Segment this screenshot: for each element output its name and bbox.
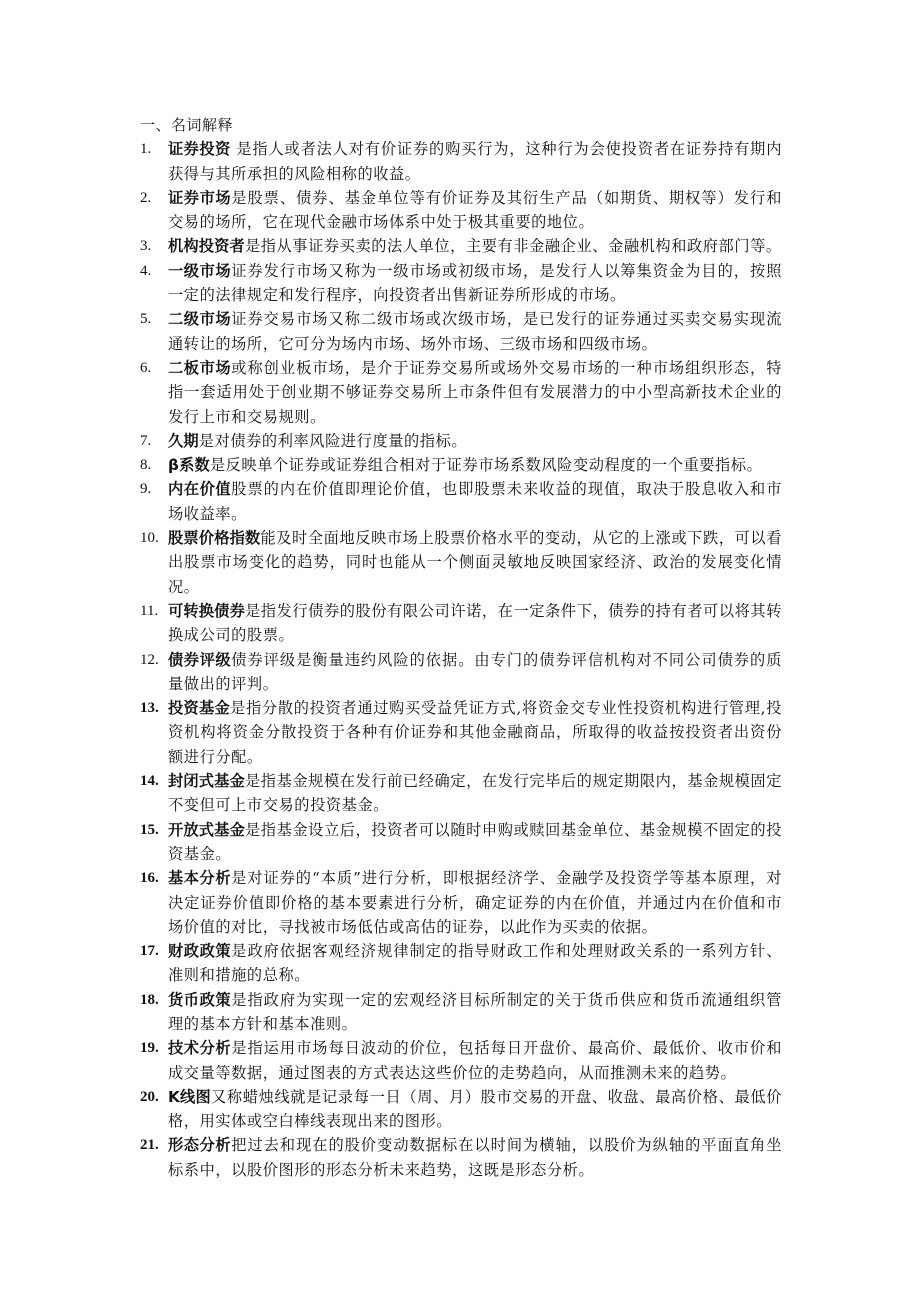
item-term: 债券评级 xyxy=(168,650,232,669)
item-text: 是对债券的利率风险进行度量的指标。 xyxy=(198,431,468,450)
list-item xyxy=(140,648,782,697)
list-item xyxy=(140,259,782,308)
item-number: 8. xyxy=(140,457,152,474)
item-number: 7. xyxy=(140,432,152,449)
item-term: 基本分析 xyxy=(168,869,232,888)
list-item xyxy=(140,696,782,769)
list-item xyxy=(140,429,782,453)
item-number: 4. xyxy=(140,262,152,279)
item-term: 久期 xyxy=(168,431,199,450)
item-text: 是指运用市场每日波动的价位，包括每日开盘价、最高价、最低价、收市价和成交量等数据，通过图表的方式表达这些价位的走势趋向，从而推测未来的趋势。 xyxy=(168,1039,782,1082)
list-item xyxy=(140,137,782,186)
item-number: 10. xyxy=(140,530,159,547)
list-item xyxy=(140,453,782,477)
item-text: 证券交易市场又称二级市场或次级市场，是已发行的证券通过买卖交易实现流通转让的场所，它可分为场内市场、场外市场、三级市场和四级市场。 xyxy=(168,310,782,353)
item-text: 能及时全面地反映市场上股票价格水平的变动，从它的上涨或下跌，可以看出股票市场变化的趋势，同时也能从一个侧面灵敏地反映国家经济、政治的发展变化情况。 xyxy=(168,529,782,596)
item-number: 19. xyxy=(140,1040,159,1057)
item-term: β系数 xyxy=(168,456,210,475)
item-number: 14. xyxy=(140,773,159,790)
item-number: 2. xyxy=(140,189,152,206)
list-item xyxy=(140,866,782,939)
item-number: 11. xyxy=(140,602,159,619)
list-item xyxy=(140,988,782,1037)
item-term: 机构投资者 xyxy=(168,237,245,256)
list-item xyxy=(140,1036,782,1085)
item-term: 股票价格指数 xyxy=(168,529,261,548)
list-item xyxy=(140,1133,782,1182)
item-text: 是指基金规模在发行前已经确定，在发行完毕后的规定期限内，基金规模固定不变但可上市交易的投资基金。 xyxy=(168,772,783,815)
item-term: 可转换债券 xyxy=(168,601,245,620)
item-text: 是指人或者法人对有价证券的购买行为，这种行为会使投资者在证券持有期内获得与其所承担的风险相称的收益。 xyxy=(168,140,783,183)
item-text: 把过去和现在的股价变动数据标在以时间为横轴，以股价为纵轴的平面直角坐标系中，以股价图形的形态分析未来趋势，这既是形态分析。 xyxy=(168,1136,782,1179)
list-item xyxy=(140,769,782,818)
list-item xyxy=(140,818,782,867)
item-term: K线图 xyxy=(168,1087,211,1106)
item-text: 股票的内在价值即理论价值，也即股票未来收益的现值，取决于股息收入和市场收益率。 xyxy=(168,480,782,523)
item-number: 6. xyxy=(140,359,152,376)
item-text: 是指基金设立后，投资者可以随时申购或赎回基金单位、基金规模不固定的投资基金。 xyxy=(168,820,783,863)
item-text: 是股票、债券、基金单位等有价证券及其衍生产品（如期货、期权等）发行和交易的场所，它在现代金融市场体系中处于极其重要的地位。 xyxy=(168,188,782,232)
item-text: 是反映单个证券或证券组合相对于证券市场系数风险变动程度的一个重要指标。 xyxy=(209,456,763,475)
item-term: 二级市场 xyxy=(168,310,232,329)
item-text: 是指从事证券买卖的法人单位，主要有非金融企业、金融机构和政府部门等。 xyxy=(244,237,782,256)
list-item xyxy=(140,1085,782,1134)
item-number: 5. xyxy=(140,311,152,328)
item-number: 1. xyxy=(140,141,152,158)
item-number: 18. xyxy=(140,991,159,1008)
item-term: 财政政策 xyxy=(168,942,232,961)
item-number: 21. xyxy=(140,1137,159,1154)
list-item xyxy=(140,599,782,648)
item-term: 形态分析 xyxy=(168,1136,232,1155)
item-text: 是指分散的投资者通过购买受益凭证方式,将资金交专业性投资机构进行管理,投资机构将资金分散投资于各种有价证券和其他金融商品，所取得的收益按投资者出资份额进行分配。 xyxy=(168,699,782,766)
item-term: 货币政策 xyxy=(168,990,232,1009)
section-heading: 一、名词解释 xyxy=(140,116,234,134)
item-number: 12. xyxy=(140,651,159,668)
item-text: 债券评级是衡量违约风险的依据。由专门的债券评信机构对不同公司债券的质量做出的评判。 xyxy=(168,650,782,693)
item-number: 15. xyxy=(140,821,159,838)
document-page xyxy=(140,113,782,1182)
list-item xyxy=(140,939,782,988)
item-text: 是指政府为实现一定的宏观经济目标所制定的关于货币供应和货币流通组织管理的基本方针和基本准则。 xyxy=(168,990,782,1033)
item-term: 二板市场 xyxy=(168,358,232,377)
item-term: 开放式基金 xyxy=(168,820,245,839)
item-number: 9. xyxy=(140,481,152,498)
definition-list xyxy=(140,137,782,1182)
item-number: 20. xyxy=(140,1088,159,1105)
item-term: 内在价值 xyxy=(168,480,232,499)
item-term: 一级市场 xyxy=(168,261,232,280)
item-number: 17. xyxy=(140,943,159,960)
item-number: 3. xyxy=(140,238,152,255)
item-text: 证券发行市场又称为一级市场或初级市场，是发行人以筹集资金为目的，按照一定的法律规定和发行程序，向投资者出售新证券所形成的市场。 xyxy=(168,261,782,305)
item-number: 16. xyxy=(140,870,159,887)
list-item xyxy=(140,526,782,599)
item-term: 技术分析 xyxy=(168,1039,232,1058)
item-text: 或称创业板市场，是介于证券交易所或场外交易市场的一种市场组织形态，特指一套适用处于创业期不够证券交易所上市条件但有发展潜力的中小型高新技术企业的发行上市和交易规则。 xyxy=(168,358,782,426)
list-item xyxy=(140,477,782,526)
item-number: 13. xyxy=(140,700,159,717)
item-term: 封闭式基金 xyxy=(168,772,245,791)
list-item xyxy=(140,234,782,258)
item-term: 证券投资 xyxy=(168,140,231,159)
item-text: 是政府依据客观经济规律制定的指导财政工作和处理财政关系的一系列方针、准则和措施的总称。 xyxy=(168,942,782,985)
item-text: 是指发行债券的股份有限公司许诺，在一定条件下，债券的持有者可以将其转换成公司的股票。 xyxy=(168,601,783,645)
item-text: 又称蜡烛线就是记录每一日（周、月）股市交易的开盘、收盘、最高价格、最低价格，用实体或空白棒线表现出来的图形。 xyxy=(168,1087,782,1131)
list-item xyxy=(140,307,782,356)
item-term: 证券市场 xyxy=(168,188,232,207)
list-item xyxy=(140,186,782,235)
item-term: 投资基金 xyxy=(168,699,231,718)
list-item xyxy=(140,356,782,429)
item-text: 是对证券的“本质”进行分析，即根据经济学、金融学及投资学等基本原理，对决定证券价值即价格的基本要素进行分析，确定证券的内在价值，并通过内在价值和市场价值的对比，寻找被市场低估或高估的证券，以此作为买卖的依据。 xyxy=(168,869,782,936)
